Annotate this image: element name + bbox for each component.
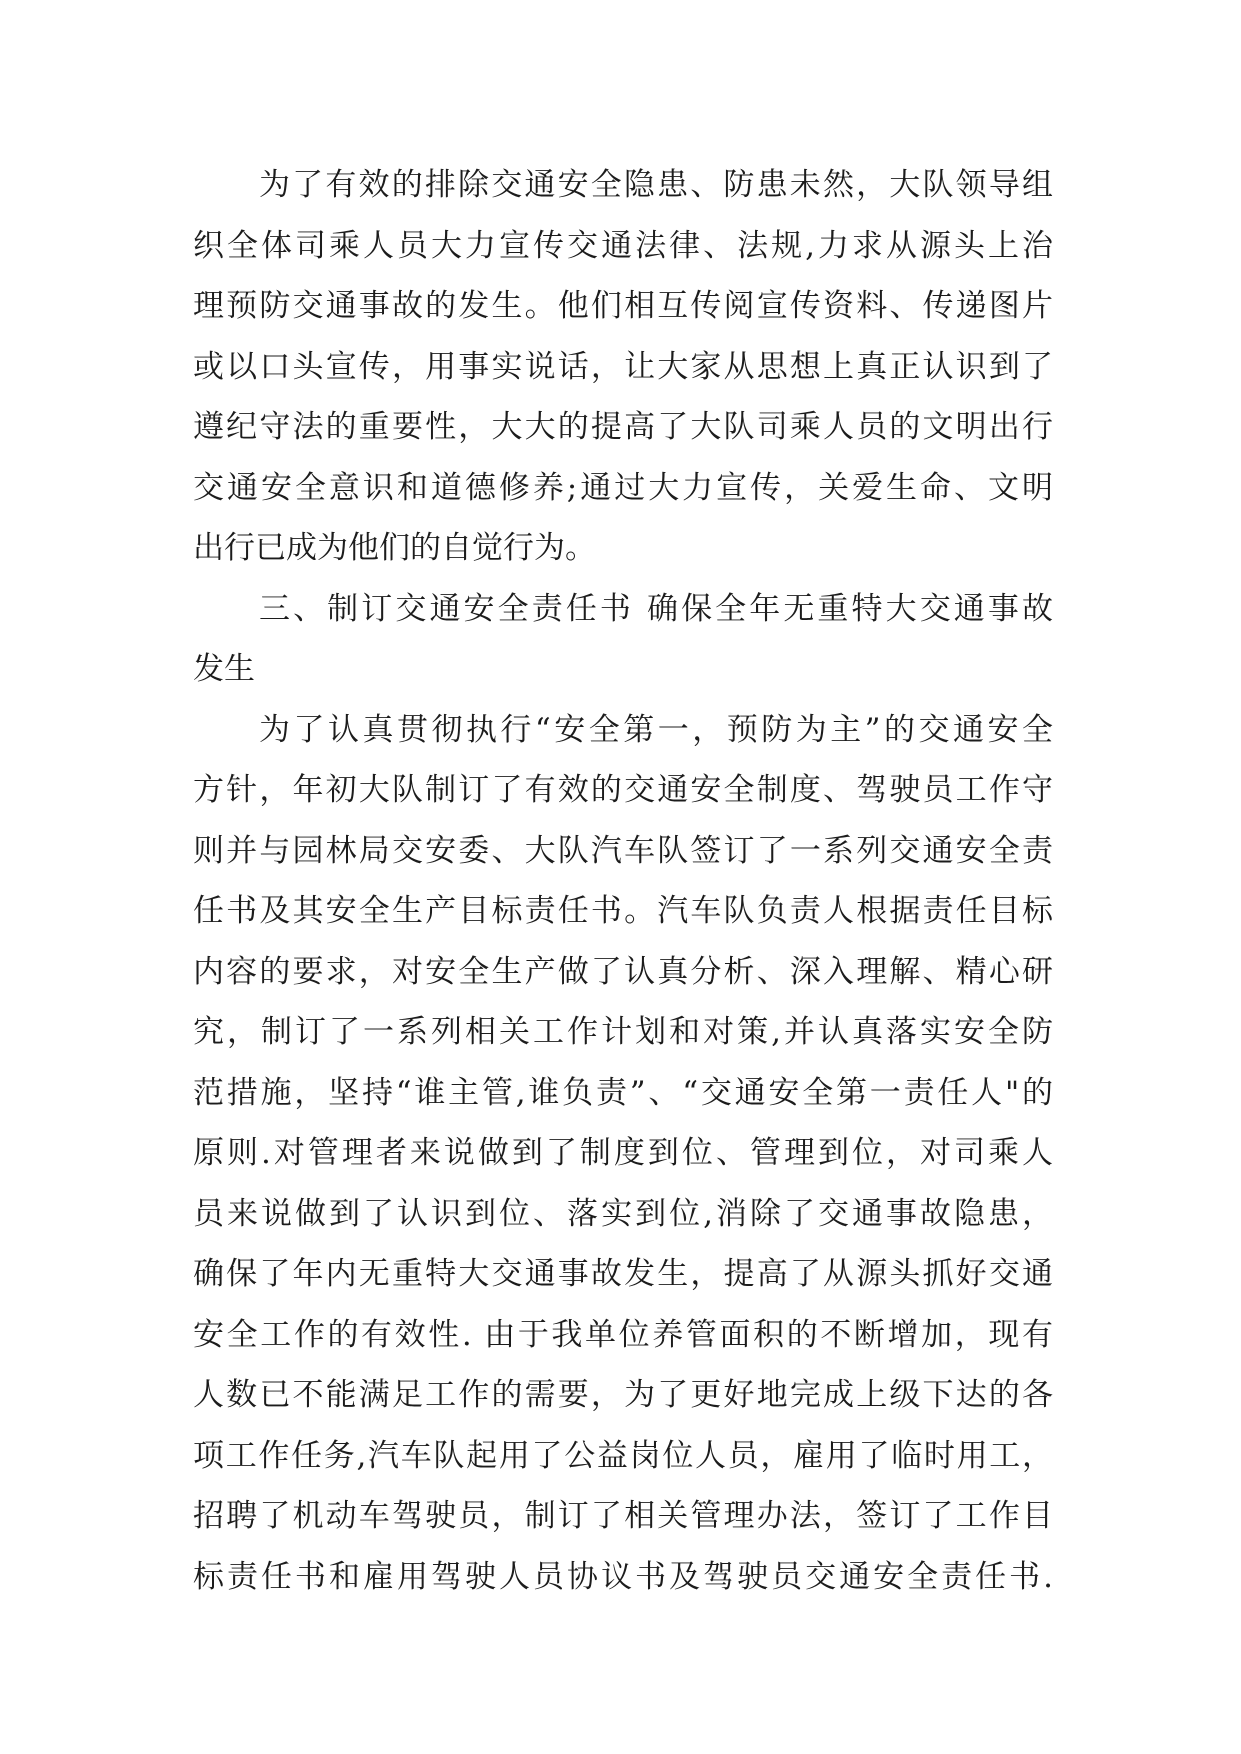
paragraph-line: 为了认真贯彻执行“安全第一，预防为主”的交通安全 [259, 711, 1053, 748]
paragraph-line: 究，制订了一系列相关工作计划和对策,并认真落实安全防 [193, 1014, 1053, 1050]
paragraph-line: 任书及其安全生产目标责任书。汽车队负责人根据责任目标 [193, 893, 1053, 929]
paragraph-line: 或以口头宣传，用事实说话，让大家从思想上真正认识到了 [193, 348, 1053, 385]
paragraph-line: 遵纪守法的重要性，大大的提高了大队司乘人员的文明出行 [193, 409, 1053, 445]
paragraph-line: 织全体司乘人员大力宣传交通法律、法规,力求从源头上治 [193, 227, 1053, 264]
paragraph-line: 安全工作的有效性. 由于我单位养管面积的不断增加，现有 [193, 1316, 1053, 1353]
document-body [193, 155, 1053, 1607]
paragraph-line: 方针，年初大队制订了有效的交通安全制度、驾驶员工作守 [193, 772, 1053, 808]
paragraph-line: 为了有效的排除交通安全隐患、防患未然，大队领导组 [259, 167, 1053, 203]
paragraph-line: 范措施，坚持“谁主管,谁负责”、“交通安全第一责任人"的 [193, 1074, 1053, 1111]
paragraph-line: 标责任书和雇用驾驶人员协议书及驾驶员交通安全责任书. [193, 1558, 1053, 1595]
paragraph-line: 员来说做到了认识到位、落实到位,消除了交通事故隐患， [193, 1195, 1053, 1232]
section-heading-line: 发生 [193, 651, 255, 687]
paragraph-line: 则并与园林局交安委、大队汽车队签订了一系列交通安全责 [193, 832, 1053, 869]
paragraph-line: 人数已不能满足工作的需要，为了更好地完成上级下达的各 [193, 1377, 1053, 1413]
paragraph-line: 确保了年内无重特大交通事故发生，提高了从源头抓好交通 [193, 1256, 1053, 1292]
paragraph-line: 招聘了机动车驾驶员，制订了相关管理办法，签订了工作目 [193, 1498, 1053, 1534]
paragraph-line: 理预防交通事故的发生。他们相互传阅宣传资料、传递图片 [193, 288, 1053, 324]
paragraph-line: 内容的要求，对安全生产做了认真分析、深入理解、精心研 [193, 953, 1053, 990]
section-heading-line: 三、制订交通安全责任书 确保全年无重特大交通事故 [259, 590, 1053, 627]
paragraph-line: 交通安全意识和道德修养;通过大力宣传，关爱生命、文明 [193, 469, 1053, 506]
paragraph-line: 出行已成为他们的自觉行为。 [193, 530, 596, 566]
paragraph-line: 项工作任务,汽车队起用了公益岗位人员，雇用了临时用工， [193, 1437, 1053, 1474]
paragraph-line: 原则.对管理者来说做到了制度到位、管理到位，对司乘人 [193, 1135, 1053, 1171]
